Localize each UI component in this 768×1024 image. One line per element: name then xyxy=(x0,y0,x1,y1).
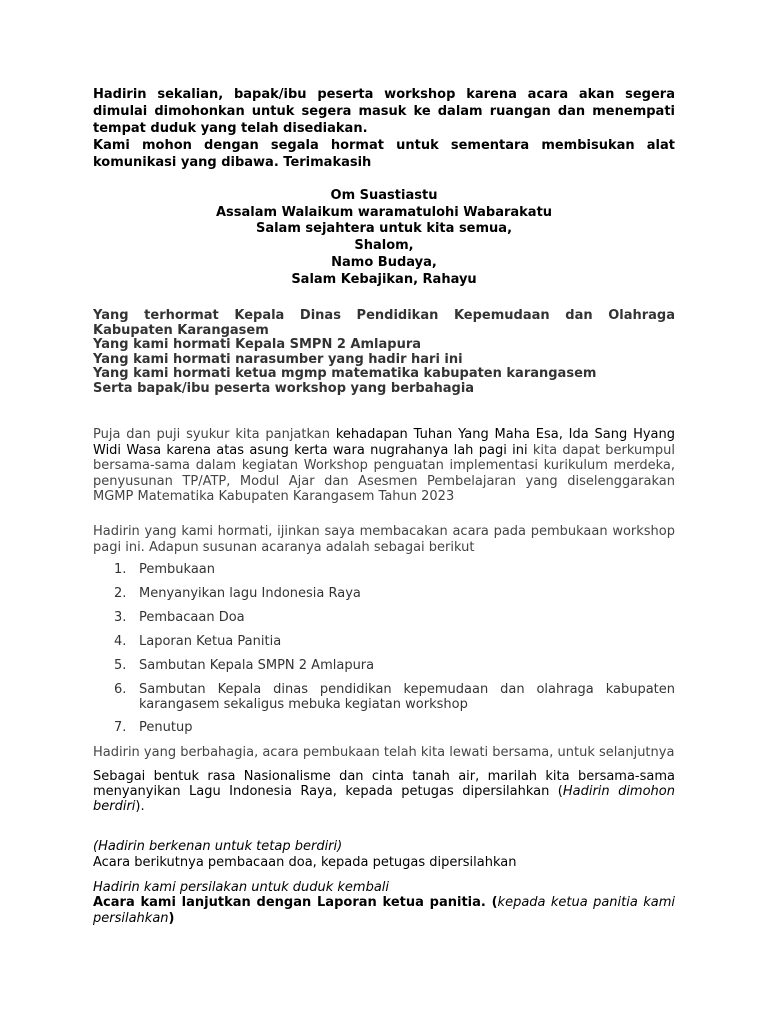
greeting-line: Om Suastiastu xyxy=(330,188,438,203)
praise-part-2: kehadapan Tuhan Yang Maha Esa, Ida Sang Hyang Widi Wasa karena atas asung kerta wara nugrahanya lah pagi ini xyxy=(93,427,676,458)
respects-block xyxy=(93,309,675,396)
list-item: 1. Pembukaan xyxy=(114,562,216,577)
intro-paragraph-1: Hadirin sekalian, bapak/ibu peserta workshop karena acara akan segera dimulai dimohonkan untuk segera masuk ke dalam ruangan dan menempati tempat duduk yang telah disediakan. xyxy=(93,87,675,136)
greetings-block xyxy=(93,188,675,288)
list-item: 6. Sambutan Kepala dinas pendidikan kepemudaan dan olahraga kabupaten karangasem sekaligus mebuka kegiatan workshop xyxy=(114,682,675,712)
list-item: 3. Pembacaan Doa xyxy=(114,610,245,625)
agenda-intro: Hadirin yang kami hormati, ijinkan saya membacakan acara pada pembukaan workshop pagi ini. Adapun susunan acaranya adalah sebagai berikut xyxy=(93,524,675,555)
nationalism-paragraph: Sebagai bentuk rasa Nasionalisme dan cinta tanah air, marilah kita bersama-sama menyanyikan Lagu Indonesia Raya, kepada petugas dipersilahkan (Hadirin dimohon berdiri). xyxy=(93,769,675,814)
after-opening-text: Hadirin yang berbahagia, acara pembukaan telah kita lewati bersama, untuk selanjutnya xyxy=(93,745,675,760)
greeting-line: Salam sejahtera untuk kita semua, xyxy=(255,221,513,237)
list-item: 5. Sambutan Kepala SMPN 2 Amlapura xyxy=(114,658,375,673)
list-item: 2. Menyanyikan lagu Indonesia Raya xyxy=(114,586,361,601)
respect-line: Yang kami hormati ketua mgmp matematika kabupaten karangasem xyxy=(93,366,597,381)
standing-note: (Hadirin berkenan untuk tetap berdiri) xyxy=(93,839,343,854)
intro-section xyxy=(93,86,675,171)
greeting-line: Shalom, xyxy=(354,238,414,254)
list-item: 4. Laporan Ketua Panitia xyxy=(114,634,282,649)
respect-line: Yang kami hormati Kepala SMPN 2 Amlapura xyxy=(93,337,422,352)
prayer-text: Acara berikutnya pembacaan doa, kepada petugas dipersilahkan xyxy=(93,855,517,870)
praise-part-1: Puja dan puji syukur kita panjatkan xyxy=(93,427,336,442)
report-paragraph: Acara kami lanjutkan dengan Laporan ketua panitia. (kepada ketua panitia kami persilahkan) xyxy=(93,895,675,926)
praise-paragraph xyxy=(93,427,675,505)
praise-part-3: kita dapat berkumpul bersama-sama dalam kegiatan Workshop penguatan implementasi kurikulum merdeka, penyusunan TP/ATP, Modul Ajar dan Asesmen Pembelajaran yang diselenggarakan MGMP Matematika Kabupaten Karangasem Tahun 2023 xyxy=(93,442,675,504)
list-item: 7. Penutup xyxy=(114,720,193,735)
intro-paragraph-2: Kami mohon dengan segala hormat untuk sementara membisukan alat komunikasi yang dibawa. Terimakasih xyxy=(93,138,675,170)
greeting-line: Salam Kebajikan, Rahayu xyxy=(291,271,477,287)
respect-line: Yang kami hormati narasumber yang hadir hari ini xyxy=(93,351,463,367)
greeting-line: Assalam Walaikum waramatulohi Wabarakatu xyxy=(215,204,553,220)
respect-line: Serta bapak/ibu peserta workshop yang berbahagia xyxy=(93,380,475,396)
sit-note: Hadirin kami persilakan untuk duduk kembali xyxy=(93,880,390,895)
greeting-line: Namo Budaya, xyxy=(331,254,437,270)
respect-line: Yang terhormat Kepala Dinas Pendidikan Kepemudaan dan Olahraga Kabupaten Karangasem xyxy=(93,308,675,338)
